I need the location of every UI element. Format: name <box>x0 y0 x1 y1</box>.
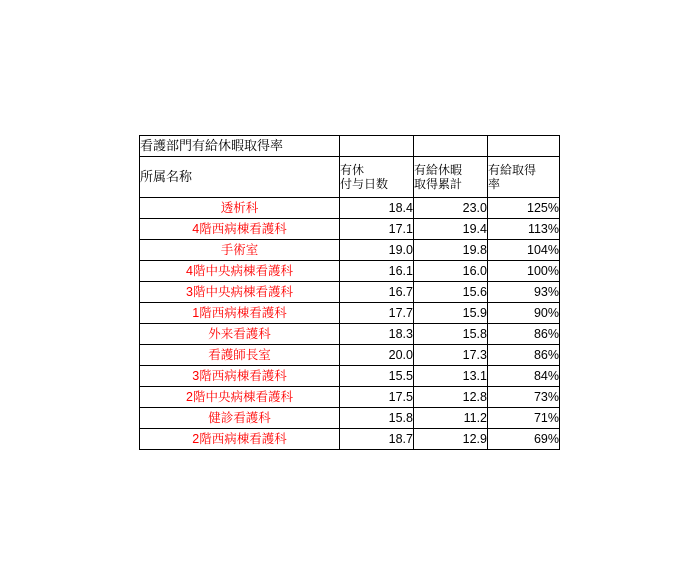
taken-total: 19.8 <box>414 240 488 261</box>
taken-total: 13.1 <box>414 366 488 387</box>
granted-days: 17.1 <box>340 219 414 240</box>
table-row <box>140 324 560 345</box>
title-blank-cell-1 <box>340 136 414 157</box>
taken-total: 17.3 <box>414 345 488 366</box>
header-rate-line2: 率 <box>488 177 501 191</box>
rate-value: 73% <box>488 387 560 408</box>
table-title: 看護部門有給休暇取得率 <box>140 136 340 157</box>
granted-days: 16.1 <box>340 261 414 282</box>
rate-value: 104% <box>488 240 560 261</box>
granted-days: 15.5 <box>340 366 414 387</box>
taken-total: 15.8 <box>414 324 488 345</box>
taken-total: 23.0 <box>414 198 488 219</box>
dept-name: 透析科 <box>140 198 340 219</box>
granted-days: 16.7 <box>340 282 414 303</box>
taken-total: 15.9 <box>414 303 488 324</box>
rate-value: 90% <box>488 303 560 324</box>
granted-days: 18.7 <box>340 429 414 450</box>
table-row <box>140 219 560 240</box>
header-row <box>140 157 560 198</box>
header-rate-line1: 有給取得 <box>488 163 537 177</box>
granted-days: 18.3 <box>340 324 414 345</box>
dept-name: 健診看護科 <box>140 408 340 429</box>
dept-name: 3階中央病棟看護科 <box>140 282 340 303</box>
table-row <box>140 345 560 366</box>
rate-value: 100% <box>488 261 560 282</box>
rate-value: 93% <box>488 282 560 303</box>
rate-value: 113% <box>488 219 560 240</box>
granted-days: 20.0 <box>340 345 414 366</box>
header-taken-total <box>414 157 488 198</box>
dept-name: 2階中央病棟看護科 <box>140 387 340 408</box>
granted-days: 18.4 <box>340 198 414 219</box>
nursing-leave-rate-table <box>139 135 560 450</box>
header-dept-name: 所属名称 <box>140 157 340 198</box>
table-row <box>140 261 560 282</box>
taken-total: 11.2 <box>414 408 488 429</box>
header-granted-days <box>340 157 414 198</box>
header-taken-total-line2: 取得累計 <box>414 177 463 191</box>
header-rate <box>488 157 560 198</box>
table-row <box>140 387 560 408</box>
rate-value: 125% <box>488 198 560 219</box>
dept-name: 手術室 <box>140 240 340 261</box>
taken-total: 19.4 <box>414 219 488 240</box>
table-row <box>140 198 560 219</box>
dept-name: 2階西病棟看護科 <box>140 429 340 450</box>
dept-name: 3階西病棟看護科 <box>140 366 340 387</box>
granted-days: 17.5 <box>340 387 414 408</box>
rate-value: 86% <box>488 345 560 366</box>
rate-value: 69% <box>488 429 560 450</box>
granted-days: 17.7 <box>340 303 414 324</box>
table-row <box>140 408 560 429</box>
rate-value: 84% <box>488 366 560 387</box>
table-row <box>140 282 560 303</box>
dept-name: 看護師長室 <box>140 345 340 366</box>
table-row <box>140 366 560 387</box>
header-taken-total-line1: 有給休暇 <box>414 163 463 177</box>
taken-total: 12.9 <box>414 429 488 450</box>
dept-name: 外来看護科 <box>140 324 340 345</box>
table-row <box>140 240 560 261</box>
title-blank-cell-3 <box>488 136 560 157</box>
taken-total: 12.8 <box>414 387 488 408</box>
title-blank-cell-2 <box>414 136 488 157</box>
spreadsheet-table-container <box>139 135 560 450</box>
header-granted-days-line2: 付与日数 <box>340 177 389 191</box>
taken-total: 15.6 <box>414 282 488 303</box>
taken-total: 16.0 <box>414 261 488 282</box>
dept-name: 1階西病棟看護科 <box>140 303 340 324</box>
table-row <box>140 429 560 450</box>
rate-value: 71% <box>488 408 560 429</box>
header-granted-days-line1: 有休 <box>340 163 365 177</box>
dept-name: 4階西病棟看護科 <box>140 219 340 240</box>
dept-name: 4階中央病棟看護科 <box>140 261 340 282</box>
title-row <box>140 136 560 157</box>
granted-days: 19.0 <box>340 240 414 261</box>
granted-days: 15.8 <box>340 408 414 429</box>
table-row <box>140 303 560 324</box>
rate-value: 86% <box>488 324 560 345</box>
